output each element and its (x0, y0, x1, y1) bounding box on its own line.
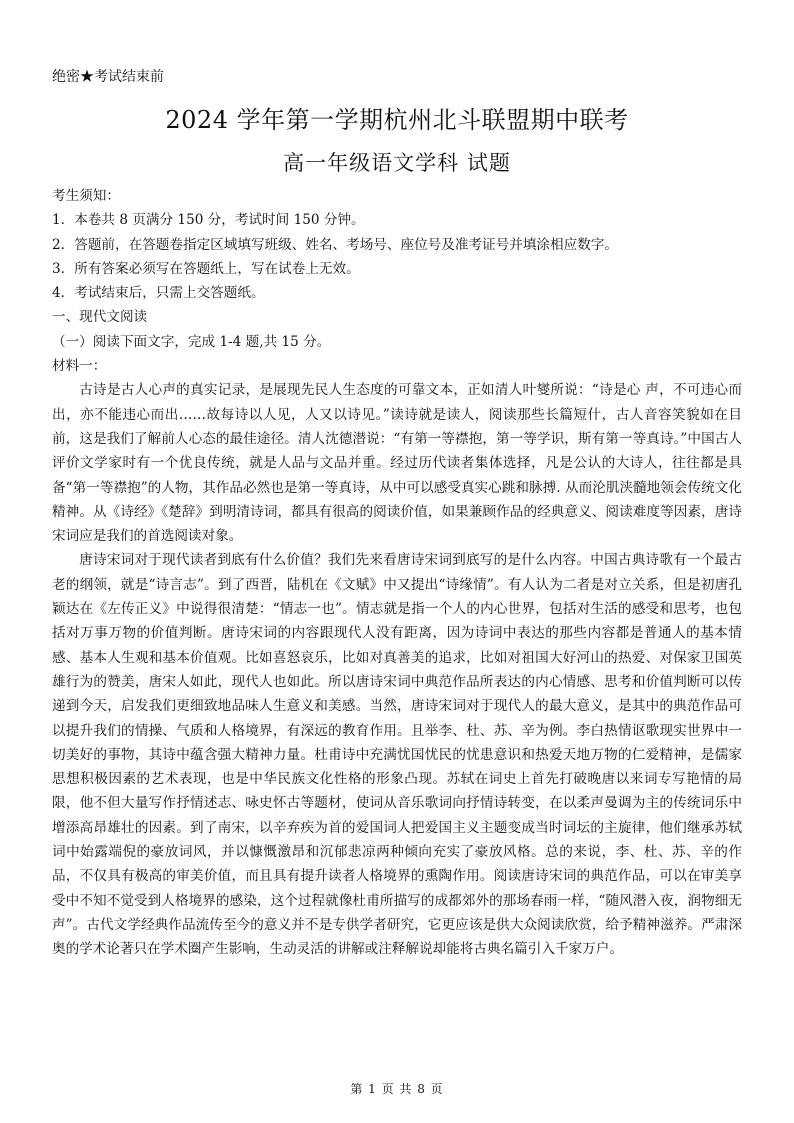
notice-item-3: 3．所有答案必须写在答题纸上，写在试卷上无效。 (52, 260, 360, 277)
page-number: 第 1 页 共 8 页 (350, 1082, 444, 1096)
material-label: 材料一： (52, 358, 107, 375)
section-sub-heading: （一）阅读下面文字，完成 1-4 题,共 15 分。 (52, 333, 331, 350)
exam-body (52, 184, 742, 962)
exam-subtitle: 高一年级语文学科 试题 (283, 151, 511, 175)
paragraph-1: 古诗是古人心声的真实记录，是展现先民人生态度的可靠文本，正如清人叶燮所说：“诗是心 声，不可违心而出，亦不能违心而出……故每诗以人见，人又以诗见。”读诗就是读人，阅读那些长篇短什，古人音容笑貌如在目前，这是我们了解前人心态的最佳途径。清人沈德潜说：“有第一等襟抱，第一等学识，斯有第一等真诗。”中国古人评价文学家时有一个优良传统，就是人品与文品并重。经过历代读者集体选择，凡是公认的大诗人，往往都是具备“第一等襟抱”的人物，其作品必然也是第一等真诗，从中可以感受真实心跳和脉搏. 从而沦肌浃髓地领会传统文化精神。从《诗经》《楚辞》到明清诗词，都具有很高的阅读价值，如果兼顾作品的经典意义、阅读难度等因素，唐诗宋词应是我们的首选阅读对象。 (52, 382, 742, 545)
paragraph-2: 唐诗宋词对于现代读者到底有什么价值？我们先来看唐诗宋词到底写的是什么内容。中国古典诗歌有一个最古老的纲领，就是“诗言志”。到了西晋，陆机在《文赋》中又提出“诗缘情”。有人认为二者是对立关系，但是初唐孔颖达在《左传正义》中说得很清楚：“情志一也”。情志就是指一个人的内心世界，包括对生活的感受和思考，也包括对万事万物的价值判断。唐诗宋词的内容跟现代人没有距离，因为诗词中表达的那些内容都是普通人的基本情感、基本人生观和基本价值观。比如喜怒哀乐，比如对真善美的追求，比如对祖国大好河山的热爱、对保家卫国英雄行为的赞美，唐宋人如此，现代人也如此。所以唐诗宋词中典范作品所表达的内心情感、思考和价值判断可以传递到今天，启发我们更细致地品味人生意义和美感。当然，唐诗宋词对于现代人的最大意义，是其中的典范作品可以提升我们的情操、气质和人格境界，有深远的教育作用。且举李、杜、苏、辛为例。李白热情讴歌现实世界中一切美好的事物，其诗中蕴含强大精神力量。杜甫诗中充满忧国忧民的忧患意识和热爱天地万物的仁爱精神，是儒家思想积极因素的艺术表现，也是中华民族文化性格的形象凸现。苏轼在词史上首先打破晚唐以来词专写艳情的局限，他不但大量写作抒情述志、咏史怀古等题材，使词从音乐歌词向抒情诗转变，在以柔声曼调为主的传统词乐中增添高昂雄壮的因素。到了南宋，以辛弃疾为首的爱国词人把爱国主义主题变成当时词坛的主旋律，他们继承苏轼词中始露端倪的豪放词风，并以慷慨激昂和沉郁悲凉两种倾向充实了豪放风格。总的来说，李、杜、苏、辛的作品，不仅具有极高的审美价值，而且具有提升读者人格境界的熏陶作用。阅读唐诗宋词的典范作品，可以在审美享受中不知不觉受到人格境界的感染，这个过程就像杜甫所描写的成都郊外的那场春雨一样，“随风潜入夜，润物细无声”。古代文学经典作品流传至今的意义并不是专供学者研究，它更应该是供大众阅读欣赏，给予精神滋养。严肃深奥的学术论著只在学术圈产生影响，生动灵活的讲解或注释解说却能将古典名篇引入千家万户。 (52, 552, 742, 958)
exam-title: 2024 学年第一学期杭州北斗联盟期中联考 (165, 106, 629, 134)
notice-item-4: 4．考试结束后，只需上交答题纸。 (52, 285, 265, 302)
notice-item-1: 1．本卷共 8 页满分 150 分，考试时间 150 分钟。 (52, 212, 365, 229)
notice-item-2: 2．答题前，在答题卷指定区域填写班级、姓名、考场号、座位号及准考证号并填涂相应数字。 (52, 236, 618, 253)
notice-heading: 考生须知： (52, 188, 120, 204)
secret-mark: 绝密★考试结束前 (52, 69, 164, 85)
section-heading: 一、现代文阅读 (52, 309, 148, 326)
